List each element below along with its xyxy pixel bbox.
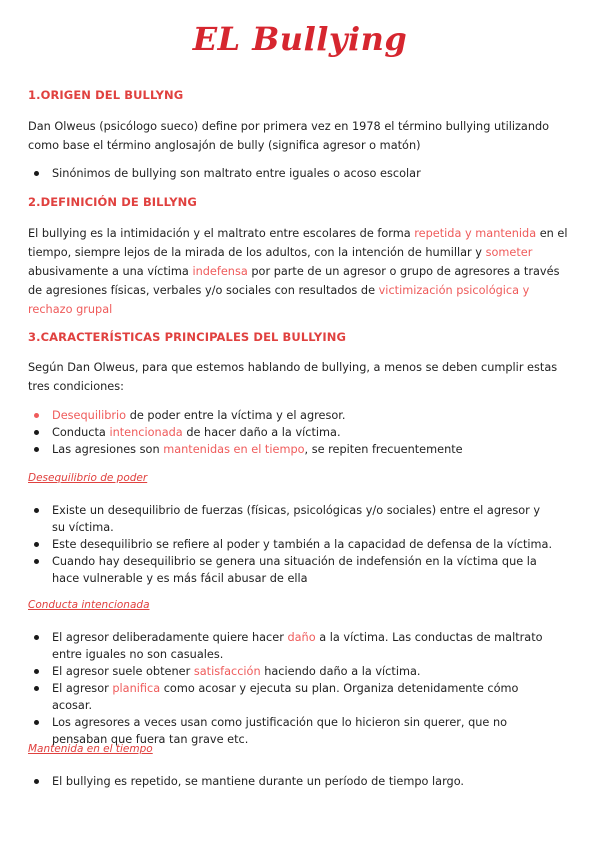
list-item: Este desequilibrio se refiere al poder y también a la capacidad de defensa de la víctima. [28, 536, 556, 553]
list-desequilibrio [28, 502, 556, 587]
subheading-conducta: Conducta intencionada [28, 599, 150, 611]
list-item: El bullying es repetido, se mantiene durante un período de tiempo largo. [28, 773, 556, 790]
list-condiciones [28, 407, 556, 458]
heading-definicion: 2.DEFINICIÓN DE BILLYNG [28, 195, 197, 209]
paragraph-origen: Dan Olweus (psicólogo sueco) define por primera vez en 1978 el término bullying utilizando como base el término anglosajón de bully (significa agresor o matón) [28, 120, 550, 152]
list-item: Existe un desequilibrio de fuerzas (físicas, psicológicas y/o sociales) entre el agresor y su víctima. [28, 502, 556, 536]
list-conducta [28, 629, 556, 748]
list-item: El agresor deliberadamente quiere hacer daño a la víctima. Las conductas de maltrato entre iguales no son casuales. [28, 629, 556, 663]
page-title: EL Bullying [192, 20, 408, 58]
list-item: El agresor suele obtener satisfacción haciendo daño a la víctima. [28, 663, 556, 680]
list-item: El agresor planifica como acosar y ejecuta su plan. Organiza detenidamente cómo acosar. [28, 680, 556, 714]
list-item: Las agresiones son mantenidas en el tiempo, se repiten frecuentemente [28, 441, 556, 458]
list-sinonimos [28, 165, 556, 182]
list-item: Sinónimos de bullying son maltrato entre iguales o acoso escolar [28, 165, 556, 182]
paragraph-caracteristicas: Según Dan Olweus, para que estemos hablando de bullying, a menos se deben cumplir estas tres condiciones: [28, 361, 558, 393]
list-mantenida [28, 773, 556, 790]
list-item: Los agresores a veces usan como justificación que lo hicieron sin querer, que no pensaban que fuera tan grave etc. [28, 714, 556, 748]
heading-caracteristicas: 3.CARACTERÍSTICAS PRINCIPALES DEL BULLYING [28, 330, 346, 344]
list-item: Conducta intencionada de hacer daño a la víctima. [28, 424, 556, 441]
list-item: Cuando hay desequilibrio se genera una situación de indefensión en la víctima que la hace vulnerable y es más fácil abusar de ella [28, 553, 556, 587]
subheading-desequilibrio: Desequilibrio de poder [28, 472, 148, 484]
heading-origen: 1.ORIGEN DEL BULLYNG [28, 88, 184, 102]
paragraph-definicion: El bullying es la intimidación y el maltrato entre escolares de forma repetida y mantenida en el tiempo, siempre lejos de la mirada de los adultos, con la intención de humillar y someter abusivamente a una víctima indefensa por parte de un agresor o grupo de agresores a través de agresiones físicas, verbales y/o sociales con resultados de victimización psicológica y rechazo grupal [28, 227, 568, 316]
list-item: Desequilibrio de poder entre la víctima y el agresor. [28, 407, 556, 424]
subheading-mantenida: Mantenida en el tiempo [28, 743, 153, 755]
